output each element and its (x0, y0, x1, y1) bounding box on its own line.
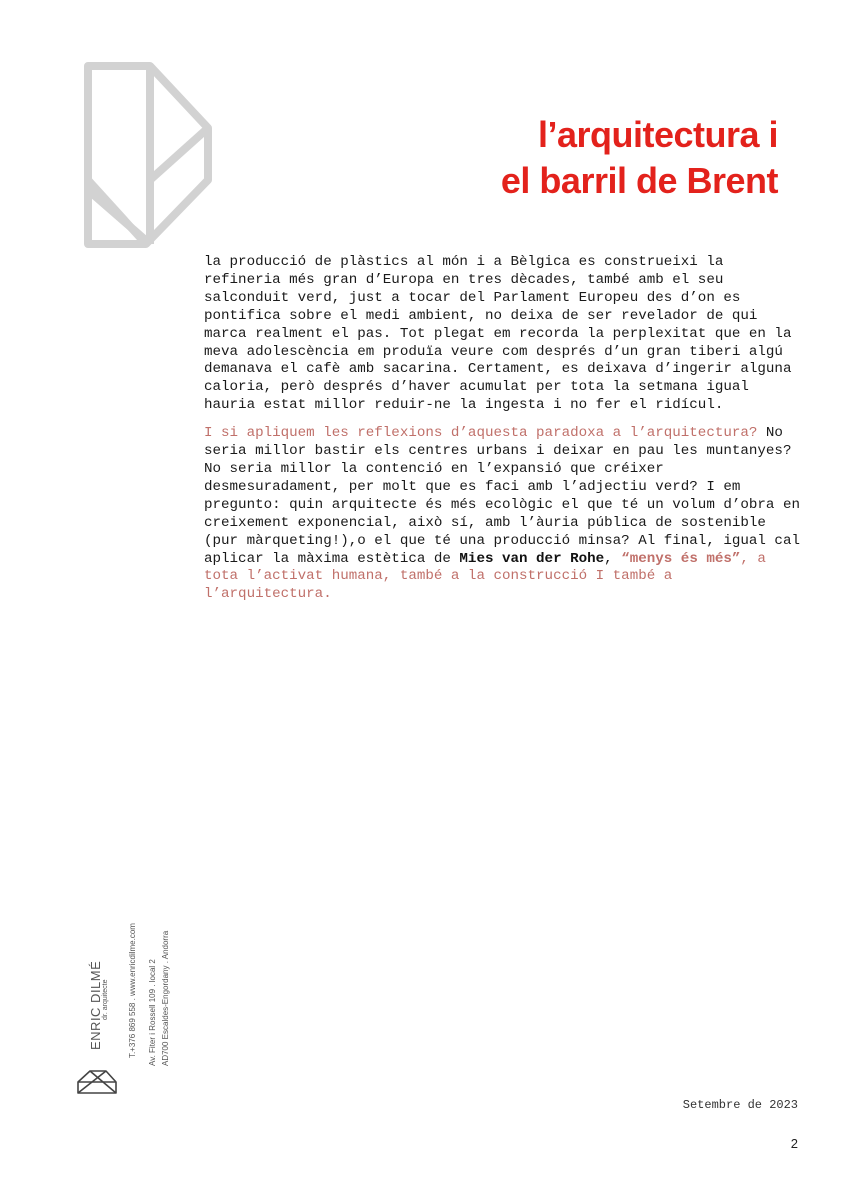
company-subtitle: dr. arquitecte (102, 979, 109, 1020)
paragraph-1: la producció de plàstics al món i a Bèlgica es construeixi la refineria més gran d’Europa en tres dècades, també amb el seu salconduit verd, just a tocar del Parlament Europeu des d’on es pontifica sobre el medi ambient, no deixa de ser revelador de qui marca realment el pas. Tot plegat em recorda la perplexitat que en la meva adolescència em produïa veure com després d’un gran tiberi algú demanava el cafè amb sacarina. Certament, es deixava d’ingerir alguna caloria, però després d’haver acumulat per tota la setmana igual hauria estat millor reduir-ne la ingesta i no fer el ridícul. (204, 254, 792, 414)
quote-less-is-more: “menys és més” (621, 550, 741, 567)
page-number: 2 (790, 1136, 798, 1151)
paragraph-2-body: No seria millor bastir els centres urbans i deixar en pau les muntanyes? No seria millor la contenció en l’expansió que créixer desmesuradament, per molt que es faci amb l’adjectiu verd? I em pregunto: quin arquitecte és més ecològic el que té un volum d’obra en creixement exponencial, això sí, amb l’àuria pública de sostenible (pur màrqueting!),o el que té una producció minsa? Al final, igual cal aplicar la màxima estètica de (204, 425, 800, 567)
paragraph-2-accent-tail: , a tota l’activat humana, també a la construcció I també a l’arquitectura. (204, 550, 766, 603)
address-line-2: AD700 Escaldes-Engordany . Andorra (161, 930, 170, 1066)
title-line-2: el barril de Brent (500, 160, 778, 201)
paragraph-2 (204, 425, 804, 604)
paragraph-2-accent-lead: I si apliquem les reflexions d’aquesta paradoxa a l’arquitectura? (204, 425, 758, 442)
contact-sidebar (70, 880, 190, 1100)
paragraph-2-comma: , (604, 550, 622, 567)
contact-info: T.+376 869 558 . www.enricdilme.com (128, 923, 137, 1058)
page-title (501, 112, 778, 204)
title-line-1: l’arquitectura i (537, 114, 778, 155)
article-body (204, 254, 804, 614)
architect-name: Mies van der Rohe (459, 550, 605, 567)
brand-logo-icon (80, 60, 215, 250)
document-date: Setembre de 2023 (682, 1098, 798, 1112)
small-logo-icon (74, 1068, 118, 1096)
address-line-1: Av. Fiter i Rossell 109 . local 2 (148, 959, 157, 1066)
company-name: ENRIC DILMÉ (88, 960, 103, 1050)
